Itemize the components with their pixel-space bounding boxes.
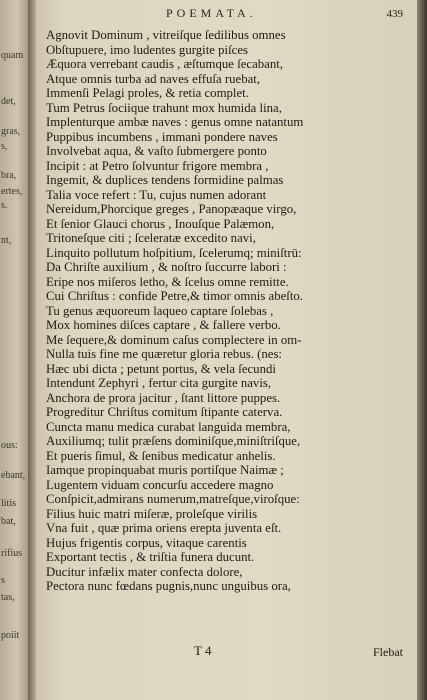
- poem-line: Auxiliumq; tulit præſens dominiſque,miniſtriſque,: [46, 434, 301, 448]
- facing-page-fragment: poiit: [1, 630, 20, 641]
- poem-line: Obſtupuere, imo ludentes gurgite piſces: [46, 42, 248, 57]
- poem-line: Vna fuit , quæ prima oriens erepta juventa eſt.: [46, 521, 282, 535]
- page-number: 439: [386, 8, 403, 20]
- poem-line: Filius huic matri miſeræ, proleſque virilis: [46, 506, 258, 521]
- facing-page-fragment: ertes,: [1, 186, 23, 197]
- left-page-fragment: [0, 0, 28, 700]
- poem-line: Eripe nos miſeros letho, & ſcelus omne remitte.: [46, 274, 289, 289]
- facing-page-fragment: s: [1, 575, 5, 586]
- poem-line: Atque omnis turba ad naves effuſa ruebat,: [46, 71, 261, 86]
- facing-page-fragment: bat,: [1, 516, 16, 527]
- poem-line: Hæc ubi dicta ; petunt portus, & vela ſecundi: [46, 361, 276, 376]
- poem-line: Cuncta manu medica curabat languida membra,: [46, 419, 291, 434]
- facing-page-fragment: det,: [1, 96, 16, 107]
- poem-line: Puppibus incumbens , immani pondere naves: [46, 129, 278, 144]
- poem-line: Cui Chriſtus : confide Petre,& timor omnis abeſto.: [46, 289, 303, 303]
- facing-page-fragment: rifius: [1, 548, 23, 559]
- poem-line: Iamque propinquabat muris portiſque Naimæ ;: [46, 463, 284, 477]
- poem-line: Immenſi Pelagi proles, & retia complet.: [46, 86, 249, 100]
- facing-page-fragment: s,: [1, 141, 8, 152]
- poem-line: Incipit : at Petro ſolvuntur frigore membra ,: [46, 158, 269, 173]
- book-page: [36, 0, 417, 700]
- facing-page-fragment: ous:: [1, 440, 18, 451]
- poem-line: Tum Petrus ſociique trahunt mox humida lina,: [46, 100, 282, 115]
- page-edge-shadow: [417, 0, 427, 700]
- facing-page-fragment: nt,: [1, 235, 12, 246]
- facing-page-fragment: litis: [1, 498, 17, 509]
- poem-line: Nulla tuis fine me quæretur gloria rebus. (nes:: [46, 347, 282, 361]
- poem-line: Et pueris ſimul, & ſenibus medicatur anhelis.: [46, 448, 276, 463]
- poem-line: Tu genus æquoreum laqueo captare ſolebas ,: [46, 303, 274, 318]
- poem-line: Conſpicit,admirans numerum,matreſque,viroſque:: [46, 492, 300, 506]
- poem-line: Nereidum,Phorcique greges , Panopæaque virgo,: [46, 202, 297, 216]
- poem-line: Intendunt Zephyri , fertur cita gurgite navis,: [46, 376, 272, 390]
- poem-line: Lugentem viduam concurſu accedere magno: [46, 477, 274, 492]
- poem-line: Ducitur infælix mater confecta dolore,: [46, 564, 243, 579]
- poem-line: Involvebat aqua, & vaſto ſubmergere ponto: [46, 144, 267, 158]
- facing-page-fragment: gras,: [1, 126, 21, 137]
- catchword: Flebat: [373, 645, 403, 659]
- facing-page-fragment: tas,: [1, 592, 15, 603]
- poem-line: Da Chriſte auxilium , & noſtro ſuccurre labori :: [46, 260, 287, 274]
- poem-line: Tritoneſque citi ; ſceleratæ excedito navi,: [46, 231, 256, 245]
- running-head: POEMATA.: [166, 6, 257, 20]
- poem-line: Exportant tectis , & triſtia funera ducunt.: [46, 550, 255, 564]
- poem-line: Agnovit Dominum , vitreiſque ſedilibus omnes: [46, 28, 286, 42]
- poem-line: Hujus frigentis corpus, vitaque carentis: [46, 535, 247, 550]
- facing-page-fragment: bra,: [1, 170, 17, 181]
- poem-line: Anchora de prora jacitur , ſtant littore puppes.: [46, 390, 281, 405]
- poem-line: Æquora verrebant caudis , æſtumque ſecabant,: [46, 57, 284, 71]
- facing-page-fragment: ebant,: [1, 470, 26, 481]
- poem-text: [46, 28, 414, 594]
- poem-line: Pectora nunc fœdans pugnis,nunc unguibus ora,: [46, 579, 291, 593]
- signature-mark: T 4: [194, 643, 212, 658]
- poem-line: Implenturque ambæ naves : genus omne natantum: [46, 115, 304, 129]
- poem-line: Me ſequere,& dominum caſus complectere in om-: [46, 332, 302, 347]
- poem-line: Et ſenior Glauci chorus , Inouſque Palæmon,: [46, 216, 275, 231]
- poem-line: Progreditur Chriſtus comitum ſtipante caterva.: [46, 405, 283, 419]
- poem-line: Linquito pollutum hoſpitium, ſcelerumq; miniſtrū:: [46, 245, 302, 260]
- poem-line: Talia voce refert : Tu, cujus numen adorant: [46, 187, 267, 202]
- facing-page-fragment: quam: [1, 50, 24, 61]
- poem-line: Mox homines diſces captare , & fallere verbo.: [46, 318, 281, 332]
- poem-line: Ingemit, & duplices tendens formidine palmas: [46, 173, 284, 187]
- facing-page-fragment: s.: [1, 200, 8, 211]
